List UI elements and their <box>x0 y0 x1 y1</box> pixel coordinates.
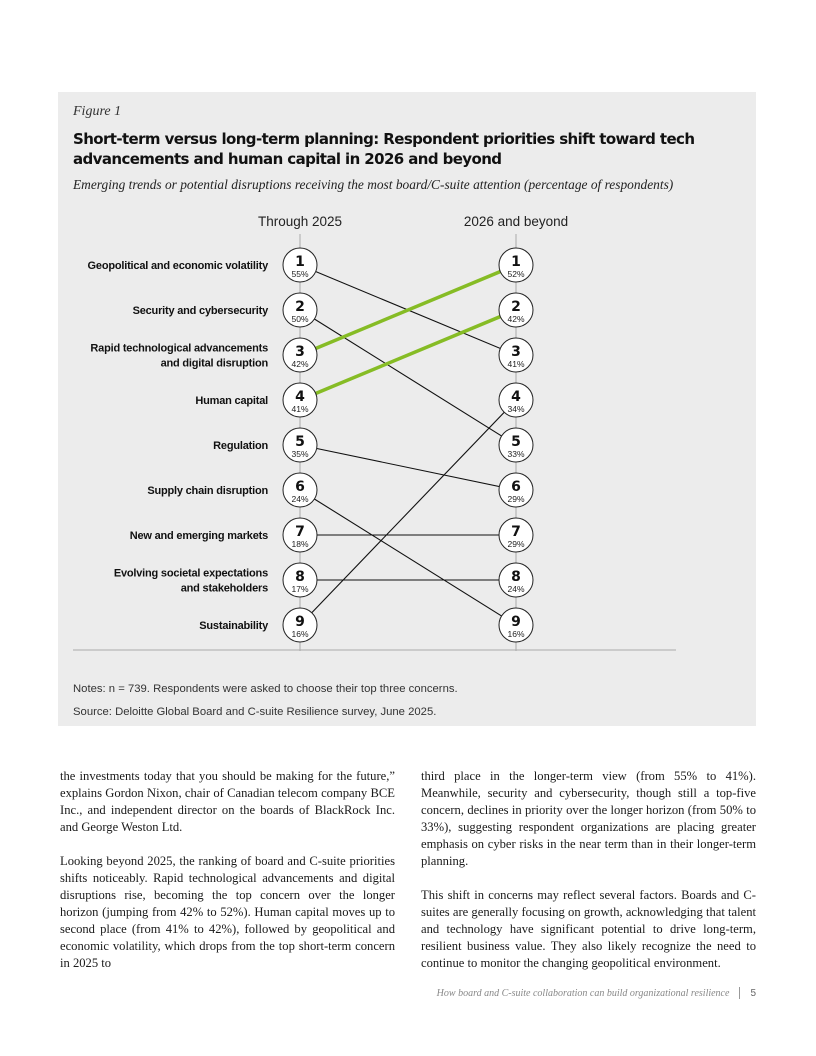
row-label-line: Rapid technological advancements <box>90 342 268 355</box>
row-label-line: New and emerging markets <box>129 530 268 542</box>
left-rank-number: 5 <box>295 434 305 450</box>
right-rank-value: 24% <box>507 584 525 594</box>
row-label <box>130 530 268 542</box>
column-header: 2026 and beyond <box>463 214 569 229</box>
row-label-line: Evolving societal expectations <box>113 567 268 580</box>
row-label <box>213 440 268 452</box>
rank-connector <box>300 310 516 445</box>
row-label-line: Regulation <box>213 440 268 452</box>
rank-connector <box>300 400 516 625</box>
left-rank-value: 42% <box>291 359 309 369</box>
left-rank-number: 9 <box>295 614 305 630</box>
highlight-connector <box>300 310 516 400</box>
body-paragraph: Looking beyond 2025, the ranking of board and C-suite priorities shifts noticeably. Rapid technological advancements and digital disruptions rise, becoming the top concern over the longer horizon (jumping from 42% to 52%). Human capital moves up to second place (from 41% to 42%), followed by geopolitical and economic volatility, which drops from the top short-term concern in 2025 to <box>60 854 395 970</box>
figure-title: Short-term versus long-term planning: Respondent priorities shift toward tech advancements and human capital in 2026 and beyond <box>73 130 695 168</box>
row-label <box>133 305 270 317</box>
right-rank-number: 9 <box>511 614 521 630</box>
figure-subtitle: Emerging trends or potential disruptions receiving the most board/C-suite attention (percentage of respondents) <box>73 177 674 192</box>
body-paragraph: third place in the longer-term view (from 55% to 41%). Meanwhile, security and cybersecurity, though still a top-five concern, declines in priority over the longer horizon (from 50% to 33%), suggesting respondent organizations are placing greater emphasis on cyber risks in the near term than in their longer-term planning. <box>421 769 756 868</box>
page-footer <box>437 987 756 999</box>
right-rank-number: 1 <box>511 254 521 270</box>
body-column-right <box>421 768 756 989</box>
right-rank-value: 29% <box>507 539 525 549</box>
right-rank-number: 7 <box>511 524 521 540</box>
right-rank-value: 33% <box>507 449 525 459</box>
body-column-left <box>60 768 395 989</box>
row-label-line: Sustainability <box>199 620 268 632</box>
right-rank-number: 3 <box>511 344 521 360</box>
row-label-line: Supply chain disruption <box>147 485 268 497</box>
left-rank-number: 8 <box>295 569 305 585</box>
column-header: Through 2025 <box>257 214 343 229</box>
left-rank-value: 35% <box>291 449 309 459</box>
left-rank-number: 7 <box>295 524 305 540</box>
right-rank-number: 4 <box>511 389 521 405</box>
left-rank-number: 4 <box>295 389 305 405</box>
row-label <box>195 395 268 407</box>
rank-connector <box>300 490 516 625</box>
right-rank-number: 5 <box>511 434 521 450</box>
left-rank-value: 18% <box>291 539 309 549</box>
row-label-line: Human capital <box>195 395 268 407</box>
right-rank-value: 34% <box>507 404 525 414</box>
row-label-line: and stakeholders <box>180 582 268 595</box>
body-paragraph: This shift in concerns may reflect several factors. Boards and C-suites are generally focusing on growth, acknowledging that talent and technology have significant potential to drive long-term, resilient business value. They also likely recognize the need to continue to monitor the changing geopolitical environment. <box>421 888 756 970</box>
left-rank-value: 55% <box>291 269 309 279</box>
page-number: 5 <box>750 987 756 999</box>
right-rank-value: 41% <box>507 359 525 369</box>
slope-chart <box>58 200 756 660</box>
row-label <box>147 485 268 497</box>
row-label <box>114 568 268 595</box>
left-rank-number: 1 <box>295 254 305 270</box>
row-label-line: Security and cybersecurity <box>132 305 268 317</box>
right-rank-value: 29% <box>507 494 525 504</box>
right-rank-number: 2 <box>511 299 521 315</box>
row-label <box>199 620 269 632</box>
body-paragraph: the investments today that you should be making for the future,” explains Gordon Nixon, chair of Canadian telecom company BCE Inc., and independent director on the boards of BlackRock Inc. and George Weston Ltd. <box>60 769 395 834</box>
figure-notes: Notes: n = 739. Respondents were asked to choose their top three concerns. <box>73 683 458 695</box>
right-rank-number: 8 <box>511 569 521 585</box>
rank-connector <box>300 445 516 490</box>
row-label <box>90 343 268 370</box>
left-rank-value: 50% <box>291 314 309 324</box>
row-label <box>88 260 270 272</box>
left-rank-value: 17% <box>291 584 309 594</box>
left-rank-number: 6 <box>295 479 305 495</box>
right-rank-value: 52% <box>507 269 525 279</box>
left-rank-value: 16% <box>291 629 309 639</box>
left-rank-value: 41% <box>291 404 309 414</box>
left-rank-number: 3 <box>295 344 305 360</box>
row-label-line: and digital disruption <box>160 357 268 370</box>
left-rank-value: 24% <box>291 494 309 504</box>
right-rank-value: 16% <box>507 629 525 639</box>
figure-source: Source: Deloitte Global Board and C-suite Resilience survey, June 2025. <box>73 706 437 718</box>
footer-divider <box>739 987 740 999</box>
figure-label: Figure 1 <box>73 104 122 119</box>
left-rank-number: 2 <box>295 299 305 315</box>
footer-title: How board and C-suite collaboration can build organizational resilience <box>436 987 730 999</box>
row-label-line: Geopolitical and economic volatility <box>87 260 268 272</box>
right-rank-value: 42% <box>507 314 525 324</box>
right-rank-number: 6 <box>511 479 521 495</box>
